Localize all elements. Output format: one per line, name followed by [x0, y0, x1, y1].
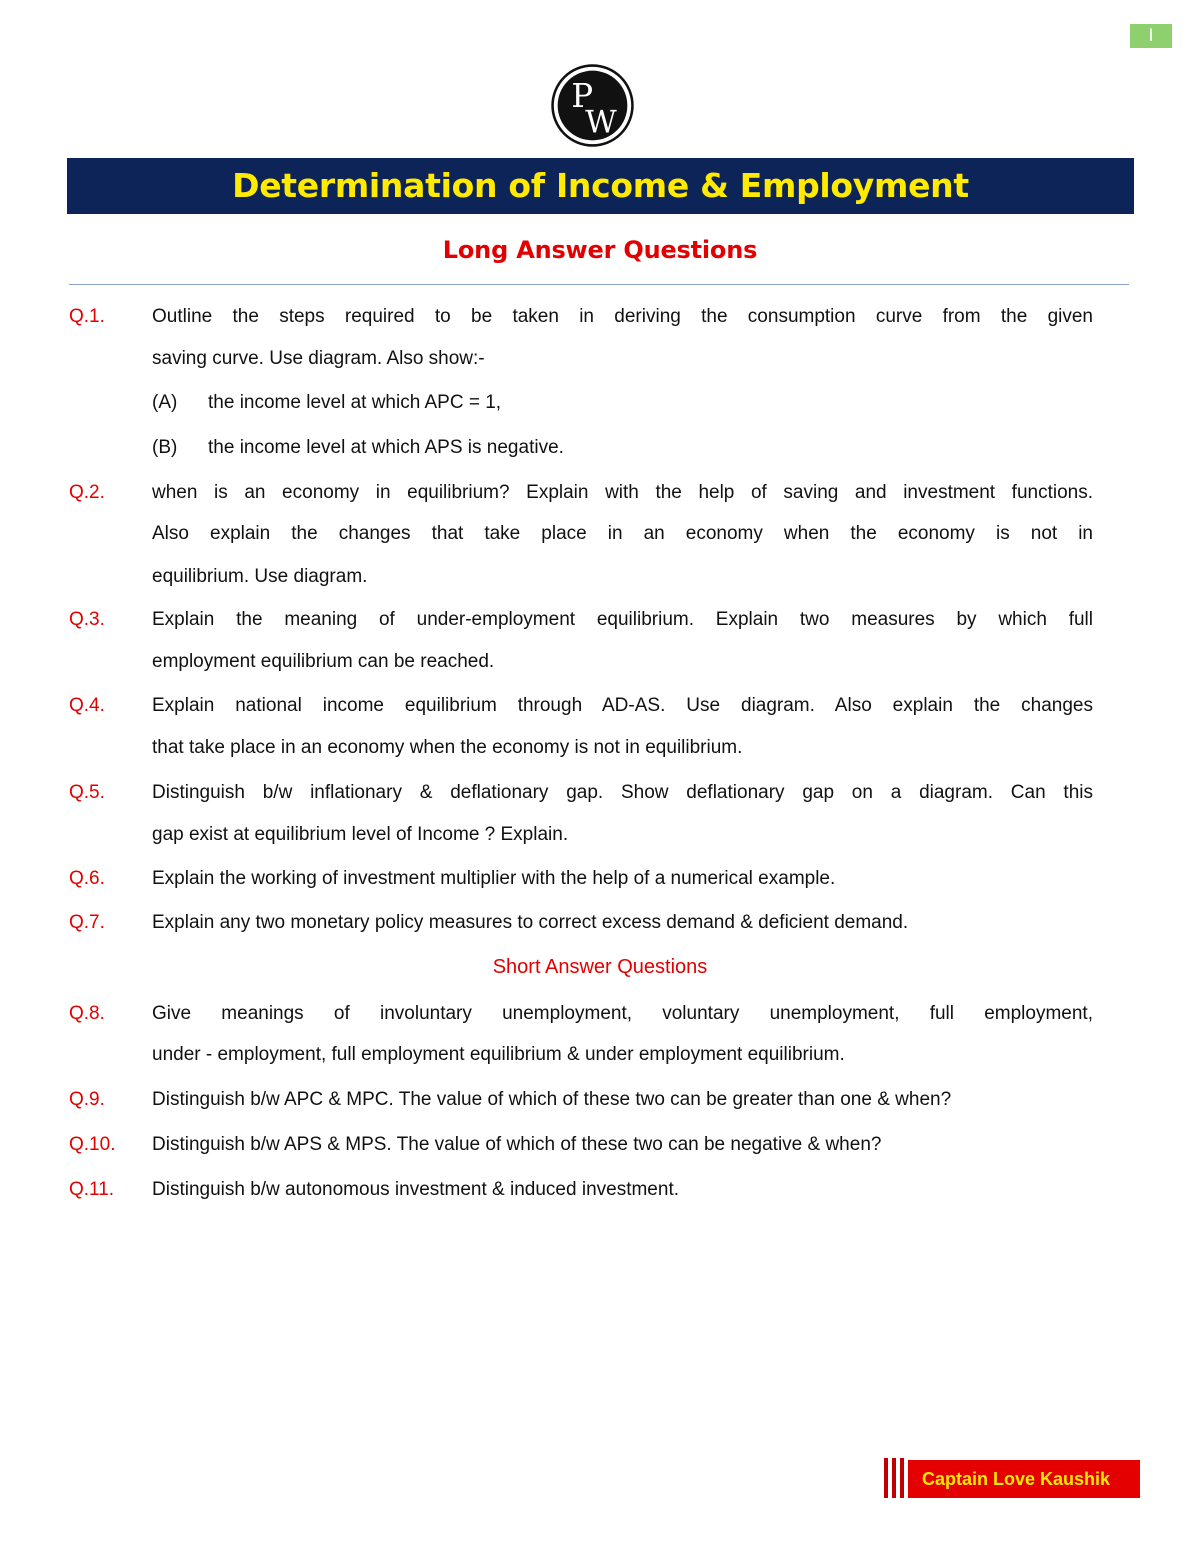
question-text-line: when is an economy in equilibrium? Explain with the help of saving and investment functions.: [152, 482, 1093, 503]
question-number: Q.3.: [69, 609, 105, 630]
question-text-line: gap exist at equilibrium level of Income ? Explain.: [152, 824, 569, 845]
question-number: Q.6.: [69, 868, 105, 889]
short-answer-heading: Short Answer Questions: [492, 956, 708, 978]
pw-logo-icon: [550, 63, 635, 148]
question-text-line: employment equilibrium can be reached.: [152, 651, 495, 672]
long-answer-heading: Long Answer Questions: [442, 236, 758, 264]
heading-divider: [69, 284, 1129, 285]
question-text-line: Distinguish b/w APC & MPC. The value of which of these two can be greater than one & when?: [152, 1089, 952, 1110]
question-number: Q.11.: [69, 1179, 115, 1200]
question-text-line: that take place in an economy when the economy is not in equilibrium.: [152, 737, 743, 758]
sub-question-text: the income level at which APS is negative.: [208, 437, 564, 458]
question-text-line: Explain the meaning of under-employment equilibrium. Explain two measures by which full: [152, 609, 1093, 630]
question-number: Q.10.: [69, 1134, 116, 1155]
question-number: Q.2.: [69, 482, 105, 503]
footer-bars-decoration: [884, 1458, 906, 1498]
question-text-line: Distinguish b/w inflationary & deflationary gap. Show deflationary gap on a diagram. Can this: [152, 782, 1093, 803]
question-number: Q.7.: [69, 912, 105, 933]
question-text-line: Distinguish b/w APS & MPS. The value of which of these two can be negative & when?: [152, 1134, 882, 1155]
document-title: Determination of Income & Employment: [67, 158, 1134, 214]
question-text-line: saving curve. Use diagram. Also show:-: [152, 348, 485, 369]
svg-text:P: P: [571, 77, 594, 116]
sub-question-text: the income level at which APC = 1,: [208, 392, 502, 413]
question-text-line: Also explain the changes that take place in an economy when the economy is not in: [152, 523, 1093, 544]
question-text-line: under - employment, full employment equilibrium & under employment equilibrium.: [152, 1044, 845, 1065]
question-text-line: equilibrium. Use diagram.: [152, 566, 368, 587]
question-text-line: Distinguish b/w autonomous investment & induced investment.: [152, 1179, 679, 1200]
question-number: Q.5.: [69, 782, 105, 803]
question-text-line: Give meanings of involuntary unemployment, voluntary unemployment, full employment,: [152, 1003, 1093, 1024]
sub-question-label: (A): [152, 392, 178, 413]
sub-question-label: (B): [152, 437, 178, 458]
question-text-line: Outline the steps required to be taken in deriving the consumption curve from the given: [152, 306, 1093, 327]
footer-author: Captain Love Kaushik: [908, 1460, 1140, 1498]
svg-text:W: W: [585, 105, 617, 141]
question-text-line: Explain the working of investment multiplier with the help of a numerical example.: [152, 868, 836, 889]
question-number: Q.8.: [69, 1003, 105, 1024]
question-text-line: Explain any two monetary policy measures to correct excess demand & deficient demand.: [152, 912, 909, 933]
question-number: Q.4.: [69, 695, 105, 716]
question-text-line: Explain national income equilibrium through AD-AS. Use diagram. Also explain the changes: [152, 695, 1093, 716]
page-number-badge: I: [1130, 24, 1172, 48]
question-number: Q.1.: [69, 306, 105, 327]
question-number: Q.9.: [69, 1089, 105, 1110]
